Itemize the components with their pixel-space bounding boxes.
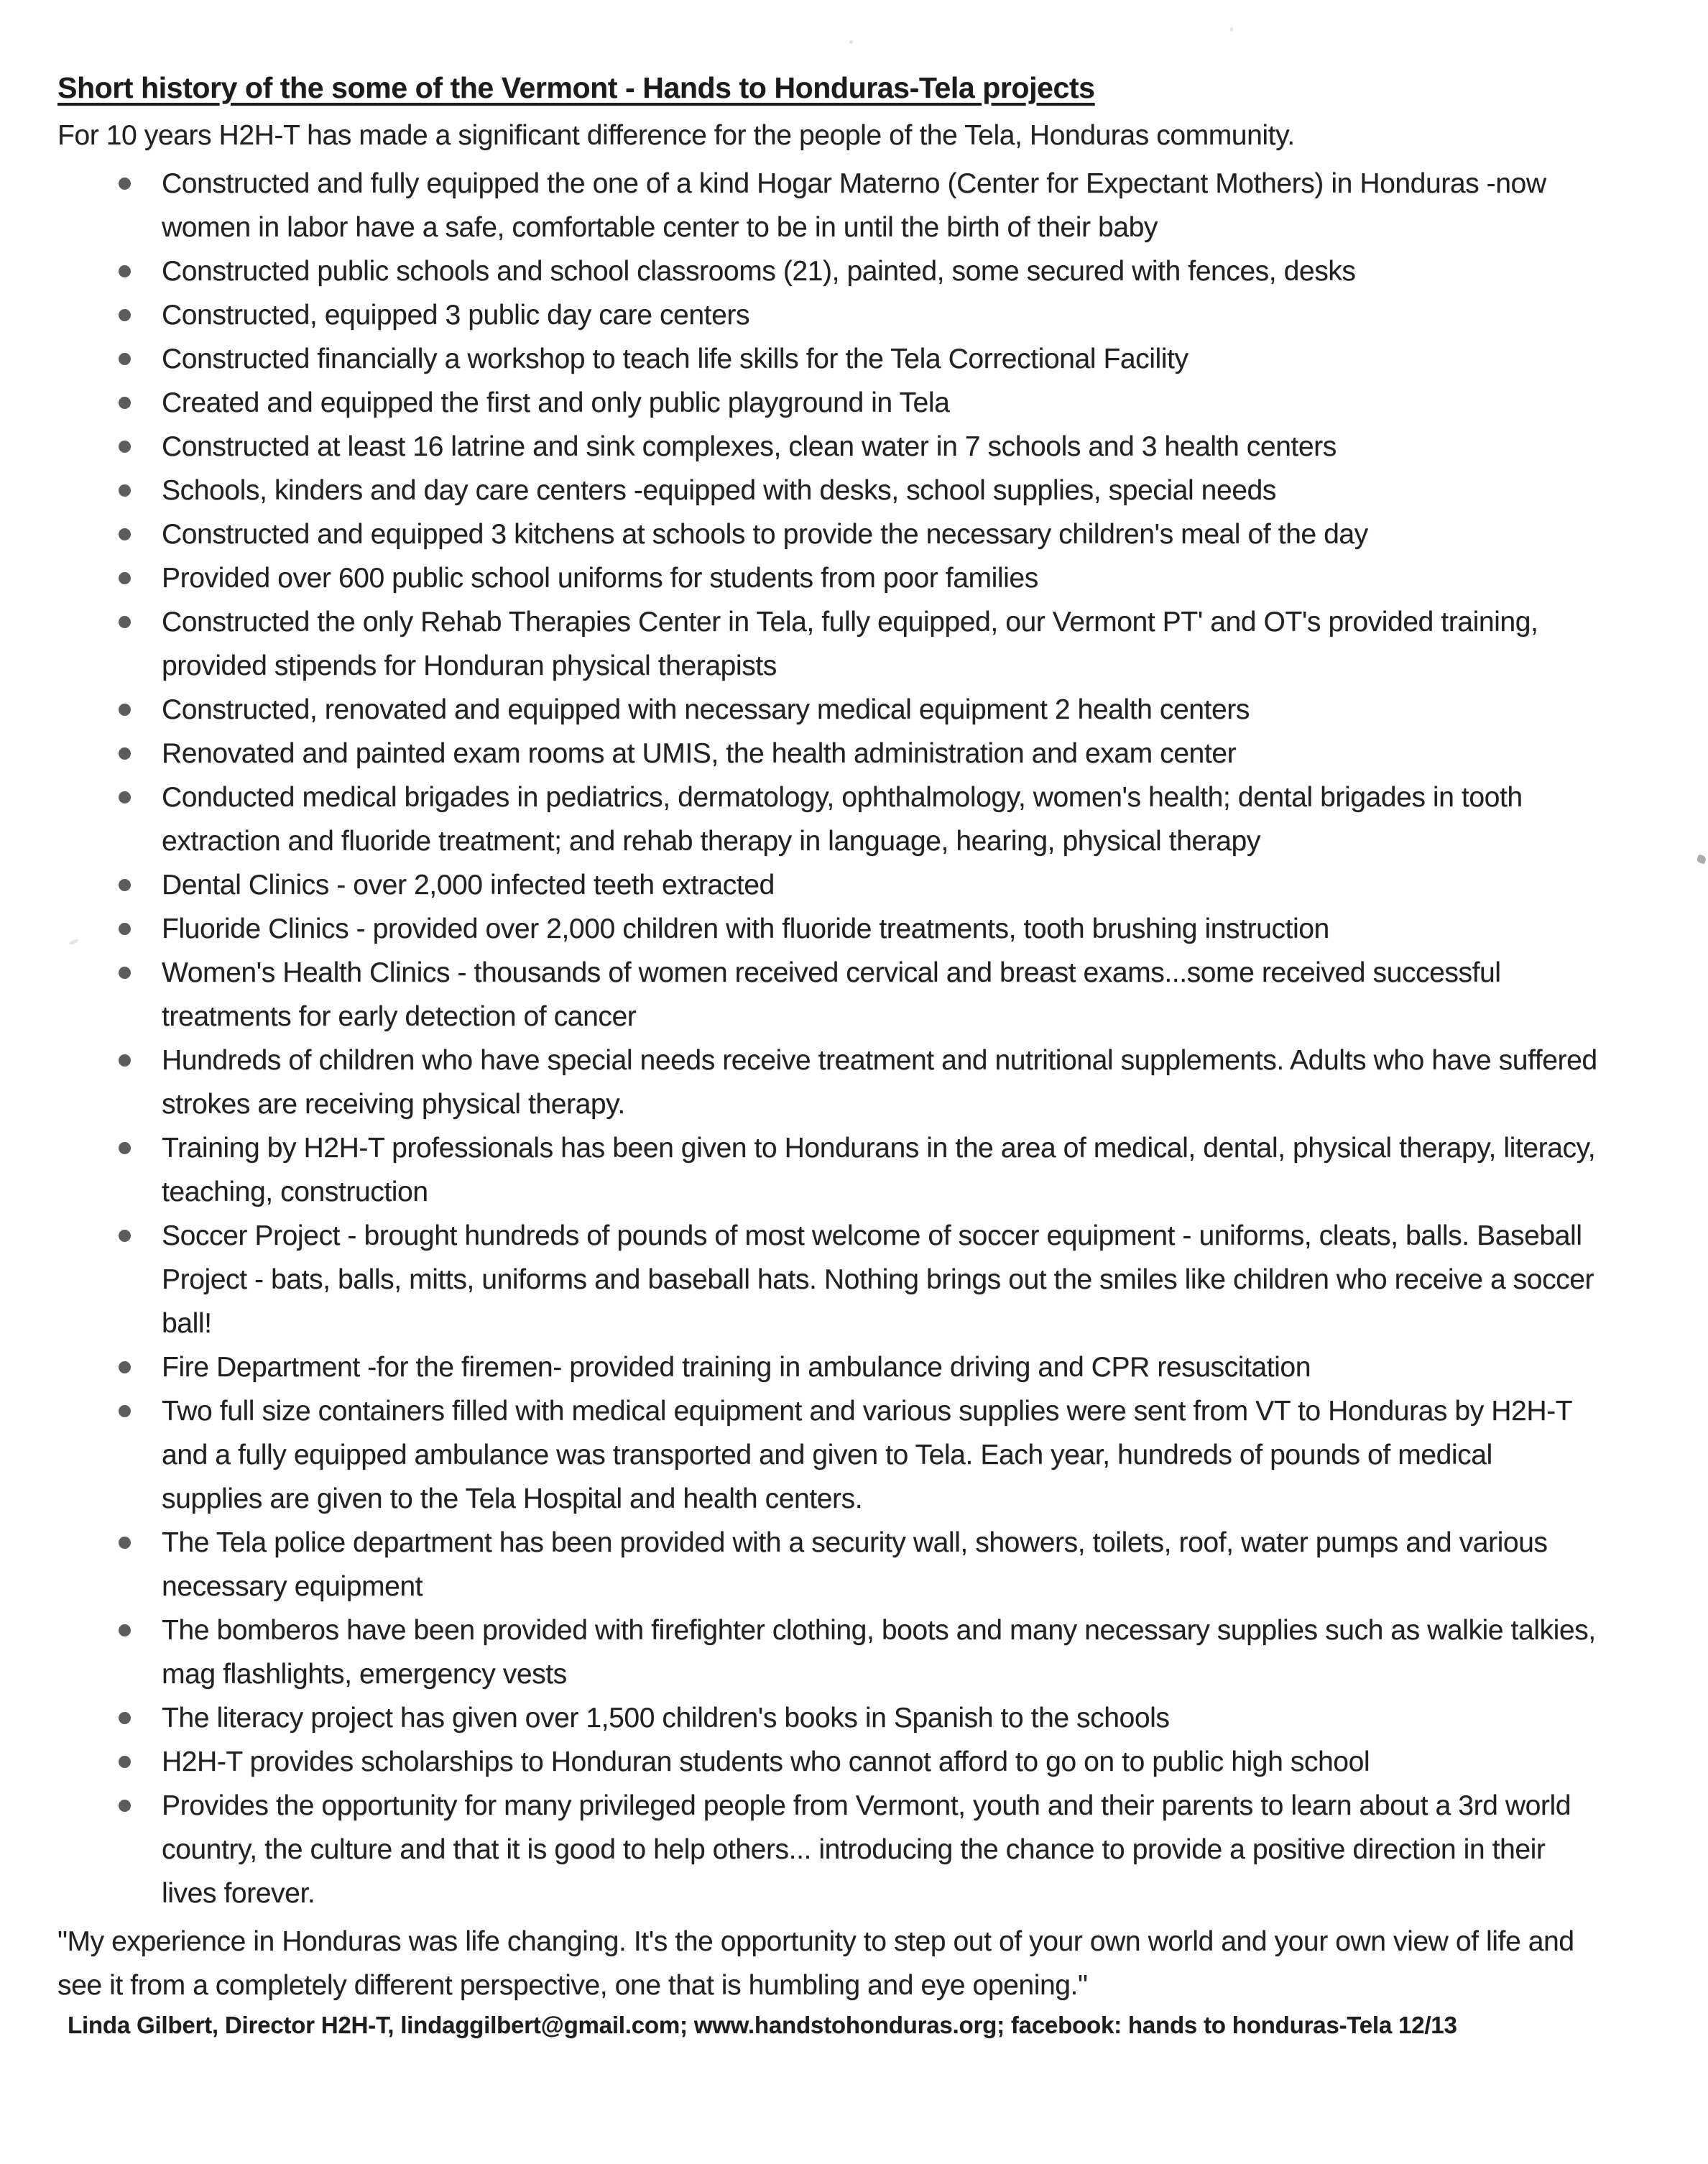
list-item-text: Constructed financially a workshop to teach life skills for the Tela Correctional Facility: [162, 344, 1188, 374]
list-item-text: Dental Clinics - over 2,000 infected teeth extracted: [162, 870, 775, 901]
list-item: [57, 293, 1600, 337]
list-item-text: Constructed, renovated and equipped with necessary medical equipment 2 health centers: [162, 694, 1250, 725]
list-item-text: H2H-T provides scholarships to Honduran students who cannot afford to go on to public high school: [162, 1746, 1370, 1777]
list-item: [57, 1740, 1600, 1784]
list-item: [57, 249, 1600, 293]
list-item-text: Constructed at least 16 latrine and sink complexes, clean water in 7 schools and 3 health centers: [162, 431, 1337, 462]
bullet-icon: [119, 265, 131, 277]
list-item: [57, 600, 1600, 688]
bullet-icon: [119, 923, 131, 935]
list-item-text: Conducted medical brigades in pediatrics, dermatology, ophthalmology, women's health; dental brigades in tooth extraction and fluoride treatment; and rehab therapy in language, hearing, physical therapy: [162, 782, 1523, 857]
scan-artifact: [849, 40, 853, 44]
list-item: [57, 556, 1600, 600]
list-item-text: Provides the opportunity for many privileged people from Vermont, youth and their parents to learn about a 3rd world country, the culture and that it is good to help others... introducing the chance to provide a positive direction in their lives forever.: [162, 1790, 1571, 1909]
bullet-icon: [119, 1142, 131, 1154]
list-item: [57, 512, 1600, 556]
list-item-text: Hundreds of children who have special needs receive treatment and nutritional supplements. Adults who have suffered strokes are receiving physical therapy.: [162, 1045, 1597, 1120]
testimonial-quote: "My experience in Honduras was life changing. It's the opportunity to step out of your own world and your own view of life and see it from a completely different perspective, one that is humbling and eye opening.": [57, 1926, 1574, 2001]
bullet-icon: [119, 747, 131, 760]
bullet-icon: [119, 1361, 131, 1373]
list-item-text: Constructed the only Rehab Therapies Center in Tela, fully equipped, our Vermont PT' and OT's provided training, provided stipends for Honduran physical therapists: [162, 607, 1538, 681]
list-item: [57, 907, 1600, 951]
list-item-text: Fire Department -for the firemen- provided training in ambulance driving and CPR resuscitation: [162, 1352, 1311, 1383]
list-item: [57, 951, 1600, 1039]
list-item: [57, 381, 1600, 425]
bullet-icon: [119, 616, 131, 628]
bullet-icon: [119, 1230, 131, 1242]
scan-artifact: [1230, 27, 1233, 32]
list-item-text: Schools, kinders and day care centers -equipped with desks, school supplies, special needs: [162, 475, 1276, 506]
contact-footer: Linda Gilbert, Director H2H-T, lindaggilbert@gmail.com; www.handstohonduras.org; facebook: hands to honduras-Tela 12/13: [68, 2012, 1457, 2038]
list-item: [57, 469, 1600, 512]
list-item-text: Constructed and equipped 3 kitchens at schools to provide the necessary children's meal of the day: [162, 519, 1368, 550]
list-item: [57, 1696, 1600, 1740]
bullet-icon: [119, 967, 131, 979]
bullet-icon: [119, 1756, 131, 1768]
list-item: [57, 1784, 1600, 1915]
bullet-icon: [119, 1624, 131, 1636]
bullet-icon: [119, 528, 131, 540]
list-item-text: The literacy project has given over 1,500 children's books in Spanish to the schools: [162, 1703, 1170, 1733]
list-item-text: Provided over 600 public school uniforms for students from poor families: [162, 563, 1038, 594]
list-item: [57, 863, 1600, 907]
bullet-icon: [119, 1800, 131, 1812]
bullet-icon: [119, 572, 131, 584]
projects-bullet-list: [57, 162, 1600, 1915]
list-item: [57, 775, 1600, 863]
bullet-icon: [119, 397, 131, 409]
bullet-icon: [119, 178, 131, 190]
list-item: [57, 1521, 1600, 1608]
list-item: [57, 337, 1600, 381]
list-item-text: Soccer Project - brought hundreds of pounds of most welcome of soccer equipment - uniforms, cleats, balls. Baseball Project - bats, balls, mitts, uniforms and baseball hats. Nothing brings out the smiles like children who receive a soccer ball!: [162, 1220, 1594, 1339]
list-item: [57, 732, 1600, 775]
bullet-icon: [119, 1712, 131, 1724]
list-item-text: Renovated and painted exam rooms at UMIS, the health administration and exam center: [162, 738, 1237, 769]
list-item-text: Two full size containers filled with medical equipment and various supplies were sent from VT to Honduras by H2H-T and a fully equipped ambulance was transported and given to Tela. Each year, hundreds of pounds of medical supplies are given to the Tela Hospital and health centers.: [162, 1396, 1572, 1514]
list-item: [57, 1039, 1600, 1126]
bullet-icon: [119, 309, 131, 321]
bullet-icon: [119, 1537, 131, 1549]
list-item-text: Fluoride Clinics - provided over 2,000 children with fluoride treatments, tooth brushing instruction: [162, 913, 1329, 944]
bullet-icon: [119, 484, 131, 497]
list-item: [57, 162, 1600, 249]
list-item-text: Constructed public schools and school classrooms (21), painted, some secured with fences, desks: [162, 256, 1356, 287]
intro-text: For 10 years H2H-T has made a significant difference for the people of the Tela, Honduras community.: [57, 120, 1295, 151]
list-item: [57, 425, 1600, 469]
page-title: Short history of the some of the Vermont - Hands to Honduras-Tela projects: [57, 71, 1095, 104]
list-item: [57, 1126, 1600, 1214]
list-item-text: Training by H2H-T professionals has been given to Hondurans in the area of medical, dental, physical therapy, literacy, teaching, construction: [162, 1133, 1596, 1207]
bullet-icon: [119, 791, 131, 804]
list-item: [57, 688, 1600, 732]
list-item-text: The Tela police department has been provided with a security wall, showers, toilets, roof, water pumps and various necessary equipment: [162, 1527, 1548, 1602]
bullet-icon: [119, 353, 131, 365]
list-item: [57, 1608, 1600, 1696]
bullet-icon: [119, 1054, 131, 1067]
list-item-text: Constructed and fully equipped the one of a kind Hogar Materno (Center for Expectant Mothers) in Honduras -now women in labor have a safe, comfortable center to be in until the birth of their baby: [162, 168, 1546, 243]
list-item-text: The bomberos have been provided with firefighter clothing, boots and many necessary supplies such as walkie talkies, mag flashlights, emergency vests: [162, 1615, 1596, 1690]
list-item-text: Constructed, equipped 3 public day care centers: [162, 300, 750, 331]
scan-artifact: [894, 1762, 897, 1765]
list-item: [57, 1345, 1600, 1389]
scan-artifact: [1696, 854, 1707, 864]
list-item: [57, 1214, 1600, 1345]
bullet-icon: [119, 1405, 131, 1417]
list-item-text: Created and equipped the first and only public playground in Tela: [162, 387, 950, 418]
bullet-icon: [119, 704, 131, 716]
bullet-icon: [119, 879, 131, 891]
list-item-text: Women's Health Clinics - thousands of women received cervical and breast exams...some received successful treatments for early detection of cancer: [162, 957, 1501, 1032]
list-item: [57, 1389, 1600, 1521]
bullet-icon: [119, 441, 131, 453]
